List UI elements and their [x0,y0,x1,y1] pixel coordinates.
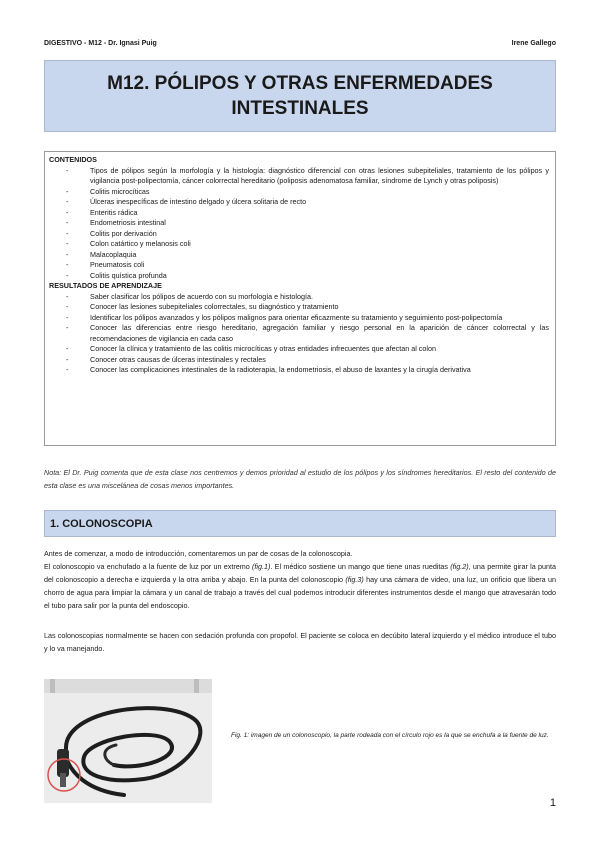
page-title [107,71,493,121]
outcome-item: - Conocer las diferencias entre riesgo hereditario, agregación familiar y riesgo personal en la aparición de cáncer colorrectal y las recomendaciones de vigilancia en cada caso [49,323,549,344]
contents-item: - Colitis quística profunda [49,271,549,282]
contents-item: - Malacoplaquia [49,250,549,261]
running-header-left: DIGESTIVO - M12 - Dr. Ignasi Puig [44,40,157,47]
sedation-paragraph: Las colonoscopias normalmente se hacen con sedación profunda con propofol. El paciente se coloca en decúbito lateral izquierdo y el médico introduce el tubo y lo va manejando. [44,631,556,653]
contents-item: - Pneumatosis coli [49,260,549,271]
intro-sentence: Antes de comenzar, a modo de introducción, comentaremos un par de cosas de la colonoscopia. [44,549,353,558]
lecture-note: Nota: El Dr. Puig comenta que de esta clase nos centremos y demos prioridad al estudio de los pólipos y los síndromes hereditarios. El resto del contenido de esta clase es una miscelánea de cosas menos importantes. [44,468,556,490]
outcome-item: - Identificar los pólipos avanzados y los pólipos malignos para orientar eficazmente su tratamiento y seguimiento post-polipectomía [49,313,549,324]
running-header-right: Irene Gallego [511,40,556,47]
figure-ref: (fig.2) [450,562,469,571]
title-line-1: M12. PÓLIPOS Y OTRAS ENFERMEDADES [107,73,493,94]
section-banner [44,510,556,537]
body-text: hay una cámara de video, una luz, un orificio que libera un chorro de agua para limpiar la cámara y un canal de trabajo a través del cual podemos introducir diferentes instrumentos desde el mango que atravesarán todo el tubo para salir por la punta del endoscopio. [44,575,556,610]
colonoscope-illustration [44,679,212,803]
outcome-item: - Saber clasificar los pólipos de acuerdo con su morfología e histología. [49,292,549,303]
figure-ref: (fig.3) [345,575,364,584]
outcome-item: - Conocer las complicaciones intestinales de la radioterapia, la endometriosis, el abuso de laxantes y la cirugía derivativa [49,365,549,376]
figure-caption: Fig. 1: imagen de un colonoscopio, la parte rodeada con el círculo rojo es la que se enchufa a la fuente de luz. [231,732,549,739]
contents-item: - Colon catártico y melanosis coli [49,239,549,250]
body-text: El colonoscopio va enchufado a la fuente de luz por un extremo [44,562,253,571]
page-number: 1 [549,797,556,809]
body-text: , una permite girar la punta del colonoscopio a derecha e izquierda y la otra arriba y abajo. En la punta del colonoscopio [44,562,556,584]
body-text: . El médico sostiene un mango que tiene unas rueditas [270,562,451,571]
contents-item: - Úlceras inespecíficas de intestino delgado y úlcera solitaria de recto [49,197,549,208]
outcomes-list [49,292,549,376]
outcomes-heading: RESULTADOS DE APRENDIZAJE [49,281,162,290]
outcome-item: - Conocer otras causas de úlceras intestinales y rectales [49,355,549,366]
section-title: 1. COLONOSCOPIA [50,517,153,530]
figure-ref: (fig.1) [252,562,271,571]
contents-item: - Endometriosis intestinal [49,218,549,229]
contents-list [49,166,549,282]
contents-box [44,151,556,446]
contents-item: - Colitis microcíticas [49,187,549,198]
contents-item: - Tipos de pólipos según la morfología y la histología: diagnóstico diferencial con otras lesiones subepiteliales, tratamiento de los pólipos y vigilancia post-polipectomía, cáncer colorrectal hereditario (poliposis adenomatosa familiar, síndrome de Lynch y otras poliposis) [49,166,549,187]
contents-item: - Colitis por derivación [49,229,549,240]
contents-item: - Enteritis rádica [49,208,549,219]
title-line-2: INTESTINALES [231,98,369,119]
contents-heading: CONTENIDOS [49,155,97,164]
colonoscope-figure [44,679,212,803]
outcome-item: - Conocer la clínica y tratamiento de las colitis microcíticas y otras entidades infrecuentes que afectan al colon [49,344,549,355]
title-banner [44,60,556,132]
intro-paragraph [44,547,556,612]
outcome-item: - Conocer las lesiones subepiteliales colorrectales, su diagnóstico y tratamiento [49,302,549,313]
